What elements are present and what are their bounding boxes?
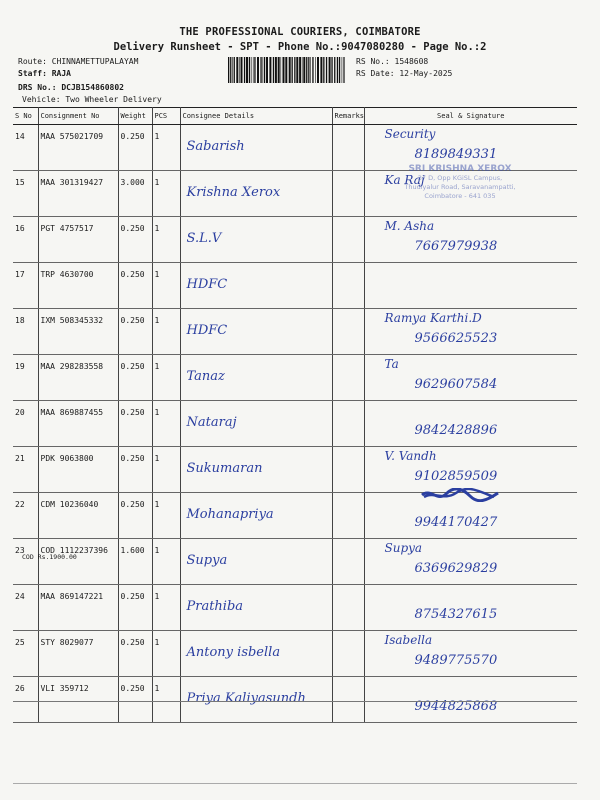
remarks-cell xyxy=(332,493,364,539)
consignee-handwriting: Sukumaran xyxy=(186,461,263,476)
pcs-cell: 1 xyxy=(152,125,180,171)
sno-cell: 18 xyxy=(13,309,38,355)
barcode-bar xyxy=(230,57,231,83)
signature-name: Ramya Karthi.D xyxy=(384,311,482,325)
pcs-cell: 1 xyxy=(152,171,180,217)
barcode-bar xyxy=(283,57,285,83)
pcs-cell: 1 xyxy=(152,539,180,585)
weight-cell: 0.250 xyxy=(118,217,152,263)
table-row xyxy=(13,401,577,447)
stamp-line3: Coimbatore - 641 035 xyxy=(424,192,496,200)
barcode-bar xyxy=(234,57,235,83)
consignment-cell: TRP 4630700 xyxy=(38,263,118,309)
signature-cell xyxy=(364,677,577,723)
pcs-cell: 1 xyxy=(152,263,180,309)
signature-phone: 9944825868 xyxy=(414,699,498,714)
route-label: Route: CHINNAMETTUPALAYAM xyxy=(18,57,139,66)
remarks-cell xyxy=(332,585,364,631)
consignment-cell: STY 8029077 xyxy=(38,631,118,677)
consignee-cell xyxy=(180,631,332,677)
barcode-bar xyxy=(232,57,233,83)
table-row xyxy=(13,539,577,585)
barcode-bar xyxy=(296,57,298,83)
signature-phone: 9566625523 xyxy=(414,331,498,346)
company-title: THE PROFESSIONAL COURIERS, COIMBATORE xyxy=(179,26,421,38)
barcode-bar xyxy=(253,57,254,83)
consignee-handwriting: Krishna Xerox xyxy=(186,185,281,200)
weight-cell: 0.250 xyxy=(118,355,152,401)
remarks-cell xyxy=(332,447,364,493)
col-remarks: Remarks xyxy=(332,108,364,125)
col-consignment: Consignment No xyxy=(38,108,118,125)
signature-phone: 9944170427 xyxy=(414,515,498,530)
weight-cell: 0.250 xyxy=(118,493,152,539)
barcode-bar xyxy=(281,57,282,83)
sno-cell: 23 xyxy=(13,539,38,585)
drs-number: DRS No.: DCJB154860802 xyxy=(18,83,124,92)
pcs-cell: 1 xyxy=(152,217,180,263)
consignee-handwriting: HDFC xyxy=(186,277,228,292)
remarks-cell xyxy=(332,125,364,171)
consignee-handwriting: Priya Kaliyasundh xyxy=(186,691,306,706)
consignee-handwriting: HDFC xyxy=(186,323,228,338)
stamp-line1: 37 D, Opp KGiSL Campus, xyxy=(417,174,503,182)
table-row xyxy=(13,585,577,631)
remarks-cell xyxy=(332,539,364,585)
consignee-cell xyxy=(180,217,332,263)
sno-cell: 15 xyxy=(13,171,38,217)
consignee-handwriting: Mohanapriya xyxy=(186,507,274,522)
remarks-cell xyxy=(332,631,364,677)
barcode-bar xyxy=(326,57,327,83)
consignee-handwriting: Sabarish xyxy=(186,139,245,154)
sno-cell: 16 xyxy=(13,217,38,263)
barcode-bar xyxy=(266,57,268,83)
signature-cell xyxy=(364,355,577,401)
table-row xyxy=(13,677,577,723)
stamp-name: SRI KRISHNA XEROX xyxy=(408,164,512,174)
barcode-bar xyxy=(289,57,291,83)
signature-name: Security xyxy=(384,127,436,141)
barcode-bar xyxy=(273,57,274,83)
barcode-bar xyxy=(343,57,344,83)
barcode-bar xyxy=(329,57,331,83)
cod-amount: COD Rs.1900.00 xyxy=(22,553,77,561)
signature-cell xyxy=(364,309,577,355)
consignment-cell: CDM 10236040 xyxy=(38,493,118,539)
signature-phone: 8754327615 xyxy=(414,607,498,622)
consignee-handwriting: Supya xyxy=(186,553,228,568)
pcs-cell: 1 xyxy=(152,631,180,677)
signature-name: Ta xyxy=(384,357,399,371)
consignee-cell xyxy=(180,171,332,217)
col-pcs: PCS xyxy=(152,108,180,125)
signature-phone: 9489775570 xyxy=(414,653,498,668)
consignee-cell xyxy=(180,125,332,171)
weight-cell: 0.250 xyxy=(118,125,152,171)
vehicle-label: Vehicle: Two Wheeler Delivery xyxy=(22,95,162,104)
consignee-cell xyxy=(180,677,332,723)
weight-cell: 0.250 xyxy=(118,401,152,447)
barcode-bar xyxy=(323,57,324,83)
barcode-bar xyxy=(236,57,238,83)
table-row xyxy=(13,355,577,401)
sno-cell: 26 xyxy=(13,677,38,723)
consignee-cell xyxy=(180,355,332,401)
consignee-cell xyxy=(180,447,332,493)
barcode-bar xyxy=(292,57,293,83)
signature-phone: 7667979938 xyxy=(414,239,498,254)
signature-cell xyxy=(364,263,577,309)
consignee-handwriting: Antony isbella xyxy=(186,645,281,660)
signature-cell xyxy=(364,401,577,447)
table-row xyxy=(13,631,577,677)
consignment-cell: IXM 508345332 xyxy=(38,309,118,355)
pcs-cell: 1 xyxy=(152,585,180,631)
table-row xyxy=(13,309,577,355)
barcode-bar xyxy=(275,57,277,83)
remarks-cell xyxy=(332,171,364,217)
consignee-cell xyxy=(180,401,332,447)
signature-phone: 9102859509 xyxy=(414,469,498,484)
barcode-bar xyxy=(285,57,287,83)
weight-cell: 0.250 xyxy=(118,677,152,723)
barcode-bar xyxy=(278,57,280,83)
barcode-bar xyxy=(342,57,343,83)
barcode-bar xyxy=(320,57,322,83)
staff-label: Staff: RAJA xyxy=(18,69,71,78)
barcode-bar xyxy=(244,57,245,83)
barcode-image xyxy=(228,57,348,83)
barcode-bar xyxy=(294,57,295,83)
runsheet-subtitle: Delivery Runsheet - SPT - Phone No.:9047080280 - Page No.:2 xyxy=(113,41,487,53)
consignee-handwriting: Tanaz xyxy=(186,369,225,384)
col-seal-signature: Seal & Signature xyxy=(364,108,577,125)
consignee-handwriting: Nataraj xyxy=(186,415,237,430)
sno-cell: 19 xyxy=(13,355,38,401)
remarks-cell xyxy=(332,677,364,723)
barcode-bar xyxy=(317,57,319,83)
barcode-bar xyxy=(257,57,259,83)
remarks-cell xyxy=(332,309,364,355)
barcode-bar xyxy=(302,57,303,83)
signature-cell xyxy=(364,447,577,493)
barcode-bar xyxy=(269,57,271,83)
barcode-bar xyxy=(228,57,229,83)
consignment-cell: MAA 869887455 xyxy=(38,401,118,447)
consignment-cell: MAA 301319427 xyxy=(38,171,118,217)
weight-cell: 0.250 xyxy=(118,585,152,631)
sno-cell: 17 xyxy=(13,263,38,309)
consignee-cell xyxy=(180,539,332,585)
consignment-cell: MAA 575021709 xyxy=(38,125,118,171)
signature-cell xyxy=(364,585,577,631)
table-row xyxy=(13,447,577,493)
pcs-cell: 1 xyxy=(152,355,180,401)
remarks-cell xyxy=(332,401,364,447)
barcode-bar xyxy=(312,57,313,83)
barcode-bar xyxy=(241,57,243,83)
barcode-bar xyxy=(339,57,340,83)
xerox-stamp xyxy=(380,165,540,225)
weight-cell: 1.600 xyxy=(118,539,152,585)
table-row xyxy=(13,263,577,309)
pcs-cell: 1 xyxy=(152,309,180,355)
barcode-bar xyxy=(331,57,332,83)
barcode-bar xyxy=(251,57,252,83)
barcode-bar xyxy=(315,57,316,83)
col-weight: Weight xyxy=(118,108,152,125)
barcode-bar xyxy=(299,57,301,83)
barcode-bar xyxy=(308,57,309,83)
pcs-cell: 1 xyxy=(152,677,180,723)
remarks-cell xyxy=(332,355,364,401)
weight-cell: 0.250 xyxy=(118,309,152,355)
scribble-mark xyxy=(420,488,500,502)
rs-date: RS Date: 12-May-2025 xyxy=(356,69,453,78)
sno-cell: 25 xyxy=(13,631,38,677)
stamp-line2: Thudiyalur Road, Saravanampatti, xyxy=(404,183,516,191)
signature-cell xyxy=(364,539,577,585)
consignee-cell xyxy=(180,585,332,631)
barcode-bar xyxy=(344,57,345,83)
consignment-cell: MAA 298283558 xyxy=(38,355,118,401)
pcs-cell: 1 xyxy=(152,493,180,539)
barcode-bar xyxy=(260,57,261,83)
remarks-cell xyxy=(332,217,364,263)
sno-cell: 20 xyxy=(13,401,38,447)
pcs-cell: 1 xyxy=(152,401,180,447)
signature-phone: 9842428896 xyxy=(414,423,498,438)
barcode-bar xyxy=(239,57,240,83)
rs-number: RS No.: 1548608 xyxy=(356,57,429,66)
table-header-row xyxy=(13,108,577,125)
barcode-bar xyxy=(264,57,265,83)
consignment-cell: PGT 4757517 xyxy=(38,217,118,263)
sno-cell: 14 xyxy=(13,125,38,171)
remarks-cell xyxy=(332,263,364,309)
signature-name: M. Asha xyxy=(384,219,435,233)
consignee-handwriting: Prathiba xyxy=(186,599,244,614)
consignment-cell: VLI 359712 xyxy=(38,677,118,723)
page-bottom-rule xyxy=(13,783,577,784)
signature-phone: 6369629829 xyxy=(414,561,498,576)
signature-phone: 9629607584 xyxy=(414,377,498,392)
consignee-cell xyxy=(180,263,332,309)
weight-cell: 0.250 xyxy=(118,447,152,493)
barcode-bar xyxy=(303,57,305,83)
weight-cell: 0.250 xyxy=(118,631,152,677)
sno-cell: 22 xyxy=(13,493,38,539)
col-consignee: Consignee Details xyxy=(180,108,332,125)
table-bottom-rule xyxy=(13,701,577,702)
consignee-handwriting: S.L.V xyxy=(186,231,222,246)
barcode-bar xyxy=(263,57,264,83)
barcode-bar xyxy=(337,57,338,83)
signature-name: Isabella xyxy=(384,633,433,647)
barcode-bar xyxy=(334,57,335,83)
signature-cell xyxy=(364,631,577,677)
weight-cell: 0.250 xyxy=(118,263,152,309)
consignment-cell: MAA 869147221 xyxy=(38,585,118,631)
barcode-bar xyxy=(306,57,307,83)
barcode-bar xyxy=(310,57,311,83)
consignee-cell xyxy=(180,493,332,539)
barcode-bar xyxy=(249,57,250,83)
signature-name: Supya xyxy=(384,541,423,555)
signature-phone: 8189849331 xyxy=(414,147,498,162)
consignment-cell: COD 1112237396 xyxy=(38,539,118,585)
sno-cell: 24 xyxy=(13,585,38,631)
sno-cell: 21 xyxy=(13,447,38,493)
consignee-cell xyxy=(180,309,332,355)
pcs-cell: 1 xyxy=(152,447,180,493)
col-sno: S No xyxy=(13,108,38,125)
barcode-bar xyxy=(246,57,248,83)
signature-name: V. Vandh xyxy=(384,449,437,463)
signature-name: Ka Raj xyxy=(384,173,425,187)
consignment-cell: PDK 9063800 xyxy=(38,447,118,493)
barcode-bar xyxy=(254,57,255,83)
weight-cell: 3.000 xyxy=(118,171,152,217)
